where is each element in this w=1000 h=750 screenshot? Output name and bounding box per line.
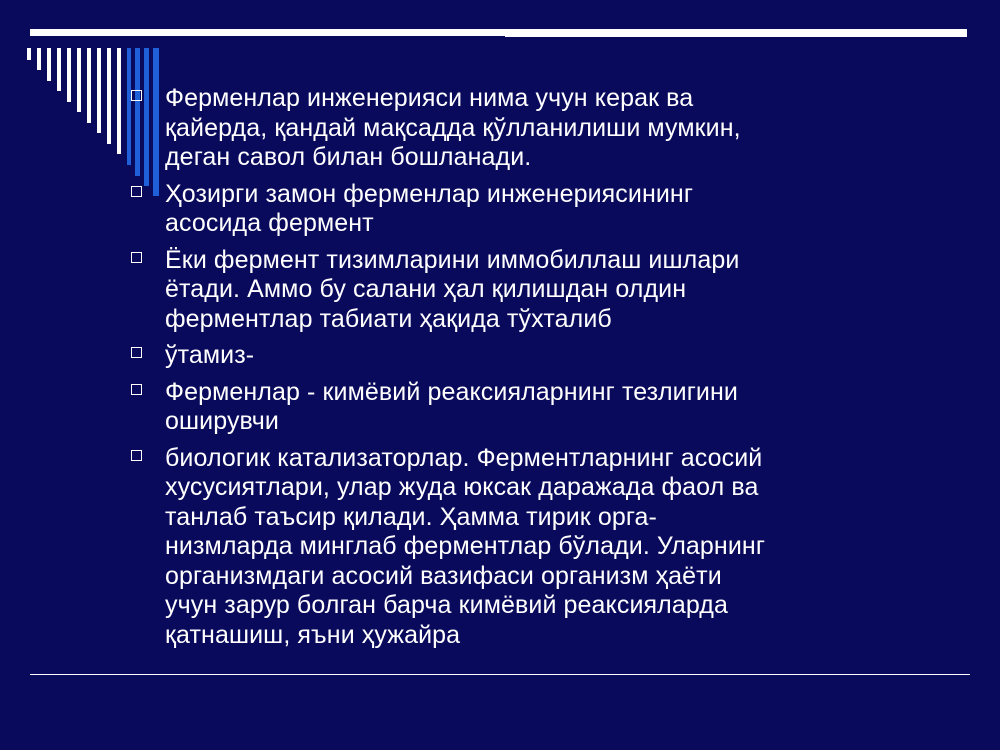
stripe-white-7: [87, 48, 91, 123]
bullet-text: биологик катализаторлар. Ферментларнинг асосий хусусиятлари, улар жуда юксак даражада фаол ва танлаб таъсир қилади. Ҳамма тирик орга- низмларда минглаб ферментлар бўлади. Уларнинг организмдаги асосий вазифаси организм ҳаёти учун зарур болган барча кимёвий реаксияларда қатнашиш, яъни ҳужайра: [165, 443, 766, 649]
stripe-white-6: [77, 48, 81, 112]
hollow-square-icon: [131, 347, 142, 358]
bullet-item: [130, 180, 850, 239]
hollow-square-icon: [131, 450, 142, 461]
bullet-item: [130, 84, 850, 173]
bullet-text: Ферменлар инженерияси нима учун керак ва қайерда, қандай мақсадда қўлланилиши мумкин, деган савол билан бошланади.: [165, 84, 741, 171]
hollow-square-icon: [131, 384, 142, 395]
stripe-white-1: [27, 48, 31, 60]
bottom-divider: [30, 674, 970, 675]
stripe-white-2: [37, 48, 41, 70]
stripe-white-9: [107, 48, 111, 144]
hollow-square-icon: [131, 186, 142, 197]
stripe-white-5: [67, 48, 71, 102]
stripe-white-4: [57, 48, 61, 91]
top-divider-thin: [505, 35, 967, 37]
bullet-list: [130, 84, 850, 650]
bullet-text: ўтамиз-: [165, 341, 255, 369]
stripe-white-3: [47, 48, 51, 81]
bullet-item: [130, 341, 850, 371]
hollow-square-icon: [131, 90, 142, 101]
slide-body: [130, 84, 850, 657]
bullet-text: Ёки фермент тизимларини иммобиллаш ишлари ётади. Аммо бу салани ҳал қилишдан олдин ферментлар табиати ҳақида тўхталиб: [165, 245, 740, 333]
stripe-white-10: [117, 48, 121, 154]
bullet-item: [130, 378, 850, 437]
bullet-text: Ферменлар - кимёвий реаксияларнинг тезлигини оширувчи: [165, 377, 738, 435]
bullet-text: Ҳозирги замон ферменлар инженериясининг асосида фермент: [165, 179, 694, 237]
bullet-item: [130, 444, 850, 651]
hollow-square-icon: [131, 252, 142, 263]
bullet-item: [130, 246, 850, 335]
stripe-white-8: [97, 48, 101, 133]
